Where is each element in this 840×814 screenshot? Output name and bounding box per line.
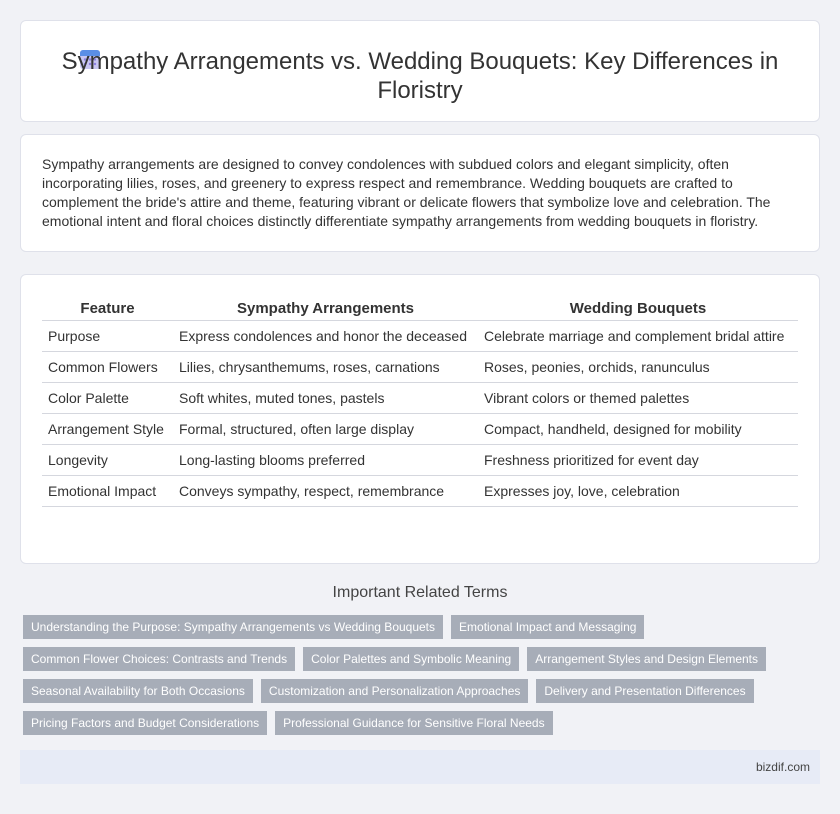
header-wedding: Wedding Bouquets bbox=[478, 297, 798, 321]
related-terms-list bbox=[23, 615, 803, 743]
related-terms-heading: Important Related Terms bbox=[332, 584, 508, 601]
row-wedding: Expresses joy, love, celebration bbox=[478, 476, 798, 507]
header-feature: Feature bbox=[42, 297, 173, 321]
row-feature: Longevity bbox=[42, 445, 173, 476]
related-term-tag[interactable]: Understanding the Purpose: Sympathy Arrangements vs Wedding Bouquets bbox=[23, 615, 443, 639]
table-row bbox=[42, 476, 798, 507]
table-row bbox=[42, 445, 798, 476]
related-term-tag[interactable]: Arrangement Styles and Design Elements bbox=[527, 647, 766, 671]
related-term-tag[interactable]: Customization and Personalization Approaches bbox=[261, 679, 528, 703]
comparison-table-card bbox=[20, 274, 820, 564]
table-header-row bbox=[42, 297, 798, 321]
row-feature: Common Flowers bbox=[42, 352, 173, 383]
row-sympathy: Express condolences and honor the deceased bbox=[173, 321, 478, 352]
related-term-tag[interactable]: Emotional Impact and Messaging bbox=[451, 615, 644, 639]
table-row bbox=[42, 414, 798, 445]
row-feature: Purpose bbox=[42, 321, 173, 352]
related-term-tag[interactable]: Seasonal Availability for Both Occasions bbox=[23, 679, 253, 703]
row-wedding: Roses, peonies, orchids, ranunculus bbox=[478, 352, 798, 383]
related-term-tag[interactable]: Delivery and Presentation Differences bbox=[536, 679, 753, 703]
footer bbox=[20, 750, 820, 784]
row-wedding: Vibrant colors or themed palettes bbox=[478, 383, 798, 414]
row-sympathy: Formal, structured, often large display bbox=[173, 414, 478, 445]
table-row bbox=[42, 352, 798, 383]
intro-paragraph: Sympathy arrangements are designed to convey condolences with subdued colors and elegant simplicity, often incorporating lilies, roses, and greenery to express respect and remembrance. Wedding bouquets are crafted to complement the bride's attire and theme, featuring vibrant or delicate flowers that symbolize love and celebration. The emotional intent and floral choices distinctly differentiate sympathy arrangements from wedding bouquets in floristry. bbox=[42, 156, 771, 229]
row-wedding: Compact, handheld, designed for mobility bbox=[478, 414, 798, 445]
related-term-tag[interactable]: Professional Guidance for Sensitive Floral Needs bbox=[275, 711, 552, 735]
row-sympathy: Conveys sympathy, respect, remembrance bbox=[173, 476, 478, 507]
row-sympathy: Long-lasting blooms preferred bbox=[173, 445, 478, 476]
row-feature: Arrangement Style bbox=[42, 414, 173, 445]
row-feature: Emotional Impact bbox=[42, 476, 173, 507]
intro-card bbox=[20, 134, 820, 252]
row-wedding: Freshness prioritized for event day bbox=[478, 445, 798, 476]
related-term-tag[interactable]: Common Flower Choices: Contrasts and Trends bbox=[23, 647, 295, 671]
row-sympathy: Soft whites, muted tones, pastels bbox=[173, 383, 478, 414]
page-title: Sympathy Arrangements vs. Wedding Bouquets: Key Differences in Floristry bbox=[61, 48, 779, 104]
related-term-tag[interactable]: Color Palettes and Symbolic Meaning bbox=[303, 647, 519, 671]
header-sympathy: Sympathy Arrangements bbox=[173, 297, 478, 321]
row-sympathy: Lilies, chrysanthemums, roses, carnations bbox=[173, 352, 478, 383]
related-term-tag[interactable]: Pricing Factors and Budget Considerations bbox=[23, 711, 267, 735]
table-row bbox=[42, 383, 798, 414]
footer-site-link[interactable]: bizdif.com bbox=[755, 760, 810, 774]
table-row bbox=[42, 321, 798, 352]
comparison-table bbox=[42, 297, 798, 507]
row-wedding: Celebrate marriage and complement bridal attire bbox=[478, 321, 798, 352]
title-card bbox=[20, 20, 820, 122]
row-feature: Color Palette bbox=[42, 383, 173, 414]
